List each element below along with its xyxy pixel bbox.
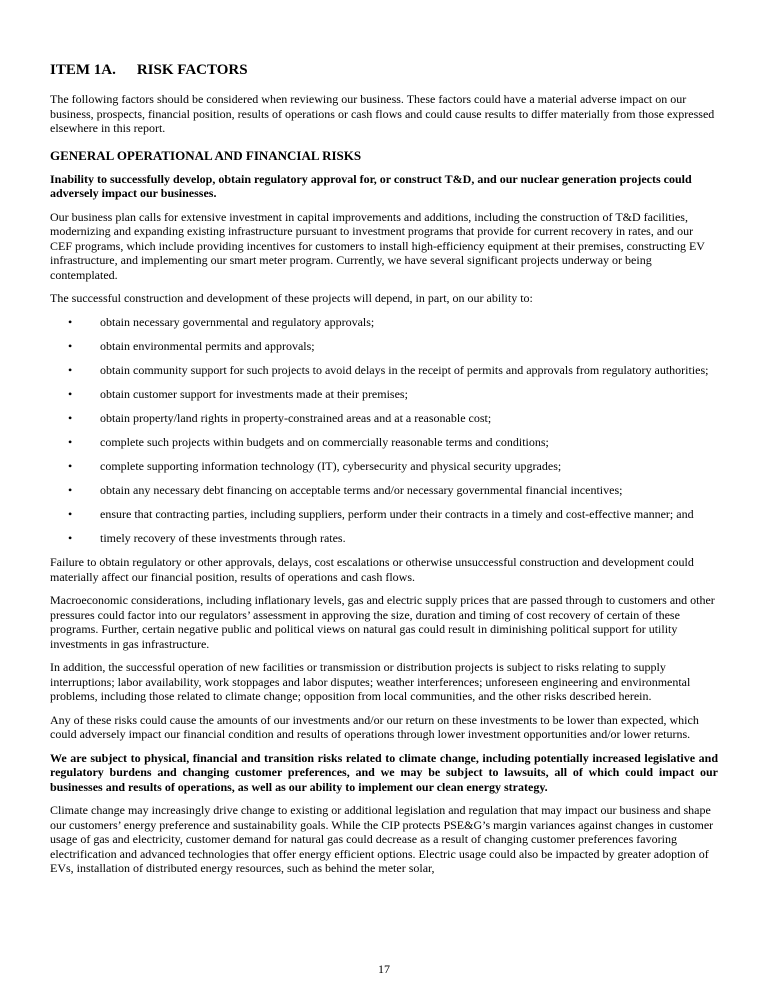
- paragraph-business-plan: Our business plan calls for extensive investment in capital improvements and additions, including the construction of T&D facilities, modernizing and expanding existing infrastructure pursuant to investment programs that provide for current recovery in rates, and our CEF programs, which include providing incentives for customers to install high-efficiency equipment at their premises, constructing EV infrastructure, and implementing our smart meter program. Currently, we have several significant projects underway or being contemplated.: [50, 209, 705, 282]
- bullet-text: obtain community support for such projects to avoid delays in the receipt of permits and approvals from regulatory authorities;: [100, 363, 709, 377]
- bullet-text: obtain necessary governmental and regulatory approvals;: [100, 315, 375, 329]
- bullet-text: obtain environmental permits and approvals;: [100, 339, 315, 353]
- bullet-icon: •: [68, 387, 73, 401]
- bullet-icon: •: [68, 459, 73, 473]
- risk-statement: We are subject to physical, financial and transition risks related to climate change, including potentially increased legislative and regulatory burdens and changing customer preferences, and we may be subject to lawsuits, all of which could impact our businesses and results of operations, as well as our ability to implement our clean energy strategy.: [50, 750, 718, 794]
- intro-paragraph: The following factors should be considered when reviewing our business. These factors could have a material adverse impact on our business, prospects, financial position, results of operations or cash flows and could cause results to differ materially from those expressed elsewhere in this report.: [50, 92, 715, 135]
- page-number: 17: [378, 962, 390, 976]
- bullet-text: ensure that contracting parties, including suppliers, perform under their contracts in a timely and cost-effective manner; and: [100, 507, 694, 521]
- bullet-item: [50, 531, 718, 546]
- bullet-icon: •: [68, 315, 73, 329]
- bullet-icon: •: [68, 507, 73, 521]
- item-title: RISK FACTORS: [136, 62, 248, 78]
- bullet-item: [50, 435, 718, 450]
- paragraph-failure: Failure to obtain regulatory or other approvals, delays, cost escalations or otherwise unsuccessful construction and development could materially affect our financial position, results of operations and cash flows.: [50, 555, 694, 584]
- bullet-icon: •: [68, 363, 73, 377]
- bullet-text: timely recovery of these investments through rates.: [100, 531, 346, 545]
- bullet-item: [50, 483, 718, 498]
- paragraph-any-risks: Any of these risks could cause the amounts of our investments and/or our return on these investments to be lower than expected, which could adversely impact our financial condition and results of operations through lower investment opportunities and/or lower returns.: [50, 712, 699, 741]
- bullet-item: [50, 387, 718, 402]
- paragraph-in-addition: In addition, the successful operation of new facilities or transmission or distribution projects is subject to risks relating to supply interruptions; labor availability, work stoppages and labor disputes; weather interferences; unforeseen engineering and environmental problems, including those related to climate change; opposition from local communities, and the other risks described herein.: [50, 660, 691, 703]
- bullet-item: [50, 363, 718, 378]
- page-title: [50, 62, 718, 79]
- bullet-icon: •: [68, 483, 73, 497]
- bullet-item: [50, 411, 718, 426]
- bullet-text: obtain property/land rights in property-constrained areas and at a reasonable cost;: [100, 411, 492, 425]
- paragraph-projects-depend: The successful construction and development of these projects will depend, in part, on our ability to:: [50, 291, 533, 305]
- bullet-icon: •: [68, 435, 73, 449]
- bullet-icon: •: [68, 531, 73, 545]
- bullet-icon: •: [68, 339, 73, 353]
- bullet-text: complete such projects within budgets and on commercially reasonable terms and conditions;: [100, 435, 549, 449]
- section-heading: GENERAL OPERATIONAL AND FINANCIAL RISKS: [50, 147, 362, 163]
- bullet-item: [50, 339, 718, 354]
- bullet-text: obtain customer support for investments made at their premises;: [100, 387, 408, 401]
- item-number: ITEM 1A.: [50, 62, 116, 78]
- risk-statement: Inability to successfully develop, obtain regulatory approval for, or construct T&D, and our nuclear generation projects could adversely impact our businesses.: [50, 171, 692, 200]
- paragraph-macroeconomic: Macroeconomic considerations, including inflationary levels, gas and electric supply prices that are passed through to customers and other pressures could factor into our regulators’ assessment in approving the size, duration and timing of cost recovery of certain of these programs. Further, certain negative public and political views on natural gas could result in diminishing political support for utility investments in gas infrastructure.: [50, 593, 715, 651]
- bullet-text: obtain any necessary debt financing on acceptable terms and/or necessary governmental financial incentives;: [100, 483, 623, 497]
- bullet-text: complete supporting information technology (IT), cybersecurity and physical security upgrades;: [100, 459, 562, 473]
- bullet-item: [50, 507, 718, 522]
- bullet-item: [50, 459, 718, 474]
- bullet-icon: •: [68, 411, 73, 425]
- bullet-list: [50, 315, 718, 546]
- bullet-item: [50, 315, 718, 330]
- paragraph-climate-change: Climate change may increasingly drive change to existing or additional legislation and regulation that may impact our business and shape our customers’ energy preference and sustainability goals. While the CIP protects PSE&G’s margin variances against changes in customer usage of gas and electricity, customer demand for natural gas could decrease as a result of changing customer preferences favoring electrification and advanced technologies that offer energy efficient options. Electric usage could also be impacted by greater adoption of EVs, installation of distributed energy resources, such as behind the meter solar,: [50, 803, 714, 875]
